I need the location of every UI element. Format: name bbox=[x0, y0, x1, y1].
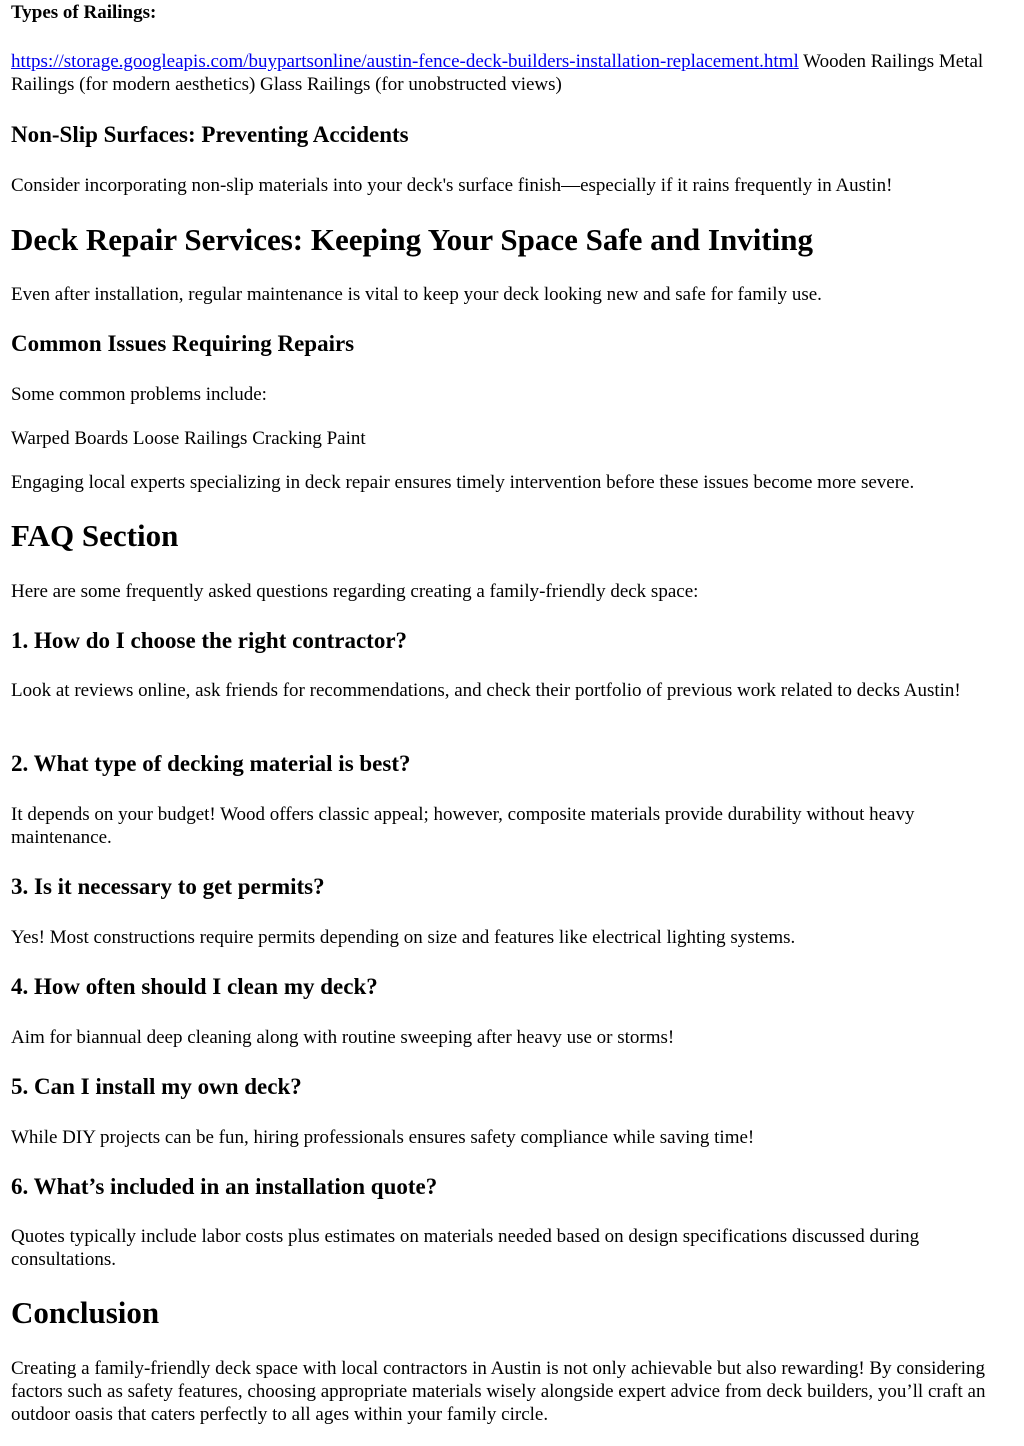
conclusion-text: Creating a family-friendly deck space with local contractors in Austin is not only achievable but also rewarding! By considering factors such as safety features, choosing appropriate materials wisely alongside expert advice from deck builders, you’ll craft an outdoor oasis that caters perfectly to all ages within your family circle. bbox=[11, 1358, 986, 1425]
railings-paragraph bbox=[11, 50, 1016, 96]
repair-closing: Engaging local experts specializing in deck repair ensures timely intervention before these issues become more severe. bbox=[11, 472, 915, 493]
issues-list: Warped Boards Loose Railings Cracking Paint bbox=[11, 428, 366, 449]
repair-heading: Deck Repair Services: Keeping Your Space Safe and Inviting bbox=[11, 222, 813, 257]
conclusion-heading: Conclusion bbox=[11, 1295, 160, 1330]
faq-question-2: 2. What type of decking material is best? bbox=[11, 751, 411, 776]
faq-intro: Here are some frequently asked questions regarding creating a family-friendly deck space: bbox=[11, 581, 699, 602]
faq-answer-1: Look at reviews online, ask friends for recommendations, and check their portfolio of previous work related to decks Austin! bbox=[11, 680, 961, 701]
issues-intro: Some common problems include: bbox=[11, 384, 267, 405]
faq-answer-4: Aim for biannual deep cleaning along with routine sweeping after heavy use or storms! bbox=[11, 1027, 675, 1048]
austin-fence-deck-link[interactable]: https://storage.googleapis.com/buypartsonline/austin-fence-deck-builders-installation-replacement.html bbox=[11, 51, 799, 72]
faq-question-5: 5. Can I install my own deck? bbox=[11, 1074, 302, 1099]
faq-question-1: 1. How do I choose the right contractor? bbox=[11, 628, 408, 653]
faq-answer-6: Quotes typically include labor costs plus estimates on materials needed based on design specifications discussed during consultations. bbox=[11, 1226, 920, 1270]
faq-question-3: 3. Is it necessary to get permits? bbox=[11, 874, 325, 899]
railings-list-text: Wooden Railings Metal Railings (for modern aesthetics) Glass Railings (for unobstructed views) bbox=[11, 51, 984, 95]
faq-question-4: 4. How often should I clean my deck? bbox=[11, 974, 378, 999]
issues-heading: Common Issues Requiring Repairs bbox=[11, 331, 355, 356]
repair-intro: Even after installation, regular maintenance is vital to keep your deck looking new and safe for family use. bbox=[11, 284, 822, 305]
railings-heading: Types of Railings: bbox=[11, 2, 157, 23]
faq-answer-2: It depends on your budget! Wood offers classic appeal; however, composite materials provide durability without heavy maintenance. bbox=[11, 804, 915, 848]
faq-question-6: 6. What’s included in an installation quote? bbox=[11, 1174, 438, 1199]
faq-heading: FAQ Section bbox=[11, 518, 179, 553]
non-slip-heading: Non-Slip Surfaces: Preventing Accidents bbox=[11, 122, 409, 147]
faq-answer-3: Yes! Most constructions require permits depending on size and features like electrical lighting systems. bbox=[11, 927, 796, 948]
non-slip-text: Consider incorporating non-slip materials into your deck's surface finish—especially if it rains frequently in Austin! bbox=[11, 175, 893, 196]
faq-answer-5: While DIY projects can be fun, hiring professionals ensures safety compliance while saving time! bbox=[11, 1127, 755, 1148]
